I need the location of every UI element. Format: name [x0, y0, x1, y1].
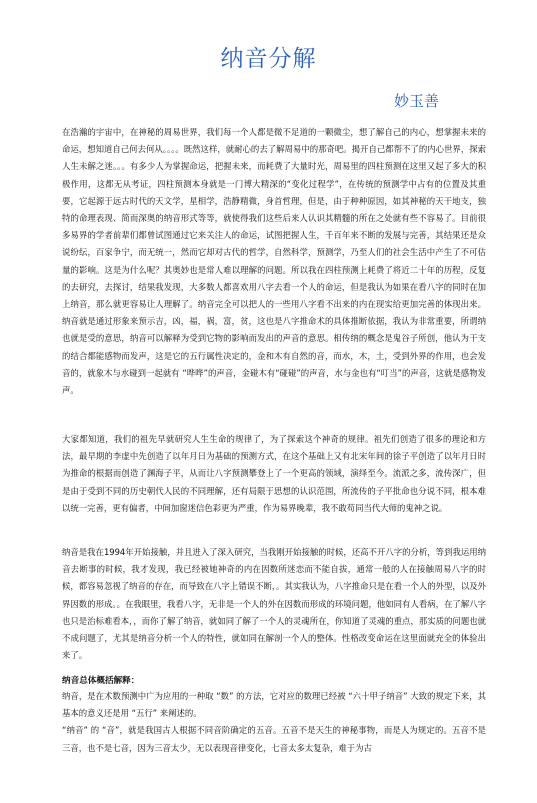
paragraph-history: 大家都知道，我们的祖先早就研究人生生命的规律了，为了探索这个神奇的规律。祖先们创造了很多的理论和方法，最早期的李虚中先创造了以年月日为基础的预测方式，在这个基础上又有北宋年间的徐子平创造了以年月日时为推命的根据而创造了渊海子平，从而让八字预测攀登上了一个更高的领域，演绎至今。流派之多，流传深广，但是由于受到不同的历史朝代人民的不同理解，还有局限于思想的认识范围，所流传的子平批命也分说不同，根本难以统一完善，更有偏者，中间加窗迷信色彩更为严重，作为易界晚辈，我不敢苟同当代大师的鬼神之说。 [62, 434, 486, 513]
author-name: 妙玉善 [394, 92, 440, 110]
paragraph-research: 纳音是我在1994年开始接触，并且进入了深入研究，当我刚开始接触的时候，还高不开八字的分析，等到我运用纳音去断事的时候，我才发现，我已经被她神奇的内在因数所迷恋而不能自拔，通常一般的人在接触周易八字的时候，都容易忽视了纳音的存在，而导致在八字上错误不断，。其实我认为，八字推命只是在看一个人的外型，以及外界因数的形成。。在我眼里，我看八字，无非是一个人的外在因数而形成的环境问题，他如同有人看病，在了解八字也只是治标难看本，，而你了解了纳音，就如同了解了一个人的灵魂所在，你知道了灵魂的重点，那实质的问题也就不成问题了，尤其是纳音分析一个人的特性，就如同在解剖一个人的整体。性格改变命运在这里面就充全的体验出来了。 [62, 547, 486, 661]
paragraph-intro: 在浩瀚的宇宙中，在神秘的周易世界，我们每一个人都是微不足道的一颗微尘，想了解自己的内心，想掌握未来的命运，想知道自己何去何从。。。。既然这样，就耐心的去了解周易中的那奇吧。揭开自己都帮不了的内心世界，探索人生未解之迷。。。有多少人为掌握命运，把握未来，而耗费了大量时光，周易里的四柱预测在这里又起了多大的积极作用，这都无从考证，四柱预测本身就是一门博大精深的“变化过程学”，在传统的预测学中占有的位置及其重要，它起源于远古时代的天文学，星相学，浩静精微，身首哲理，但是，由于种种原因，如其神秘的天干地支，独特的命理表现、简而深奥的纳音形式等等，就使得我们这些后来人认识其精髓的所在之处就有些不容易了。目前很多易界的学者前辈们都曾试图通过它来关注人的命运，试图把握人生，千百年来不断的发展与完善，其结果还是众说纷纭，百家争宁，而无统一，然而它却对古代的哲学，自然科学，预测学，乃至人们的社会生活中产生了不可估量的影响。这是为什么呢？其奥妙也是常人难以理解的问题。所以我在四柱预测上耗费了将近二十年的历程，反复的去研究，去探讨，结果我发现，大多数人都喜欢用八字去看一个人的命运，但是我认为如果在看八字的同时在加上纳音，那么就更容易让人理解了。纳音完全可以把人的一些用八字看不出来的内在现实给更加完善的体现出来。纳音就是通过形象来预示吉，凶，福，祸，富，贫，这也是八字推命术的具体推断依据，我认为非常重要，所谓纳也就是受的意思，纳音可以解释为受到它物的影响而发出的声音的意思。相传纳的概念是鬼谷子所创，他认为干支的结合都能感物而发声，这是它的五行属性决定的，金和木有自然的音，而水，木，土，受到外界的作用，也会发音的，就象木与水碰到一起就有 “哗哗”的声音，金碰木有“碰碰”的声音，水与金也有“叮当”的声音，这就是感物发声。 [62, 127, 486, 396]
document-title: 纳音分解 [220, 46, 317, 72]
section-heading: 纳音总体概括解释： [62, 676, 140, 686]
section-paragraph: 纳音，是在术数预测中广为应用的一种取 “数” 的方法，它对应的数理已经被 “六十甲子纳音” 大致的规定下来，其基本的意义还是用 “五行” 来阐述的。 “纳音” 的 “音”，就是我国古人根据不同音阶确定的五音。五音不是天生的神秘事物，而是人为规定的。五音不是三音，也不是七音，因为三音太少，无以表现音律变化，七音太多太复杂，难于为古 [62, 691, 486, 753]
